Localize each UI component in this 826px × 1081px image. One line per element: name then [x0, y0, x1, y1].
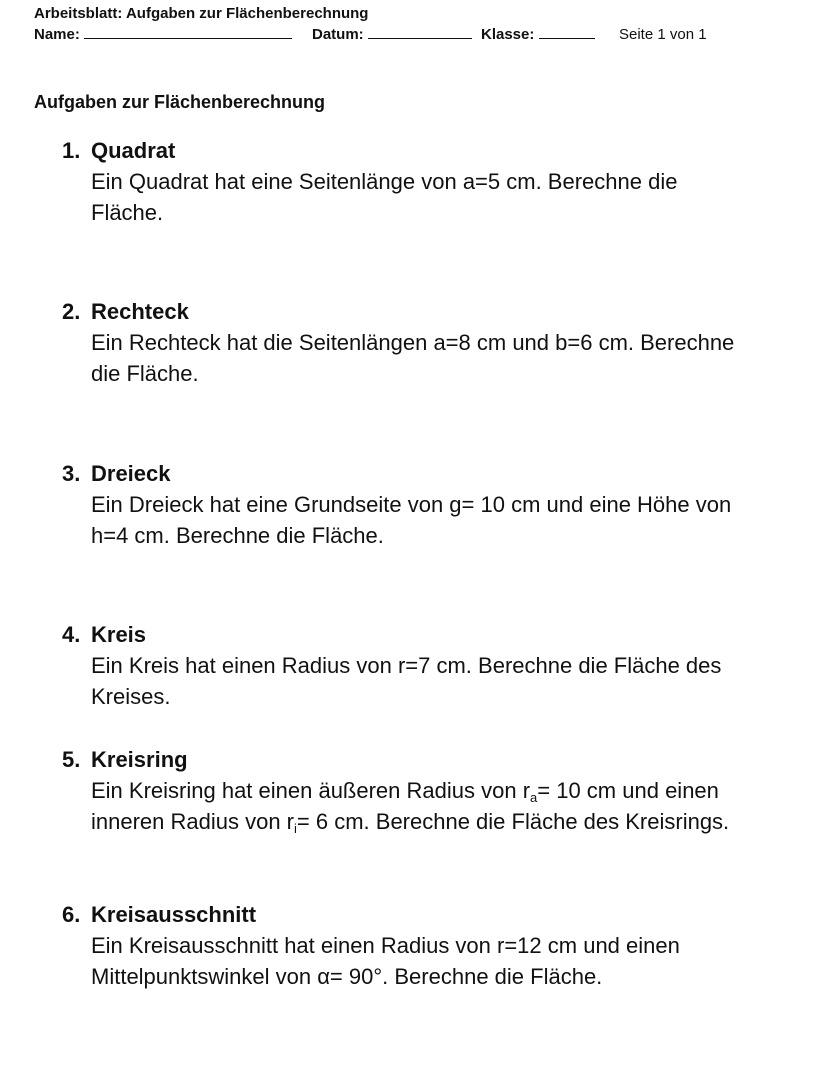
date-label: Datum: [312, 26, 364, 43]
name-blank-line [84, 24, 292, 39]
task-heading [62, 900, 762, 930]
task-heading [62, 745, 762, 775]
task-number: 1. [62, 138, 81, 163]
task-item-quadrat [62, 136, 762, 228]
task-title: Dreieck [91, 461, 171, 486]
task-item-kreisring [62, 745, 762, 837]
task-number: 4. [62, 622, 81, 647]
task-item-kreisausschnitt [62, 900, 762, 992]
task-title: Kreisausschnitt [91, 902, 257, 927]
task-description: Ein Dreieck hat eine Grundseite von g= 10 cm und eine Höhe von h=4 cm. Berechne die Fläche. [91, 492, 732, 548]
task-number: 5. [62, 747, 81, 772]
class-field [481, 24, 595, 46]
task-heading [62, 459, 762, 489]
task-text-part: = 10 cm und einen inneren Radius von r [91, 778, 719, 834]
task-text-part: Ein Kreisring hat einen äußeren Radius von r [91, 778, 531, 803]
task-description: Ein Quadrat hat eine Seitenlänge von a=5 cm. Berechne die Fläche. [91, 169, 678, 225]
task-description [91, 775, 751, 837]
task-heading [62, 620, 762, 650]
task-heading [62, 297, 762, 327]
class-blank-line [539, 24, 595, 39]
task-description: Ein Rechteck hat die Seitenlängen a=8 cm und b=6 cm. Berechne die Fläche. [91, 330, 735, 386]
section-title: Aufgaben zur Flächenberechnung [34, 92, 326, 112]
date-blank-line [368, 24, 472, 39]
task-number: 2. [62, 299, 81, 324]
class-label: Klasse: [481, 26, 535, 43]
subscript-outer: a [530, 790, 538, 805]
task-heading [62, 136, 762, 166]
header-fields-row [34, 24, 794, 46]
task-number: 6. [62, 902, 81, 927]
task-text-part: = 6 cm. Berechne die Fläche des Kreisrings. [296, 809, 730, 834]
task-title: Rechteck [91, 299, 189, 324]
worksheet-header [34, 4, 794, 46]
date-field [312, 24, 472, 46]
task-item-rechteck [62, 297, 762, 389]
task-description: Ein Kreis hat einen Radius von r=7 cm. Berechne die Fläche des Kreises. [91, 653, 722, 709]
task-item-kreis [62, 620, 762, 712]
task-description: Ein Kreisausschnitt hat einen Radius von r=12 cm und einen Mittelpunktswinkel von α= 90°. Berechne die Fläche. [91, 933, 680, 989]
task-title: Kreisring [91, 747, 188, 772]
task-item-dreieck [62, 459, 762, 551]
task-title: Quadrat [91, 138, 176, 163]
name-label: Name: [34, 26, 80, 43]
task-title: Kreis [91, 622, 147, 647]
page-info: Seite 1 von 1 [619, 26, 707, 43]
worksheet-title: Arbeitsblatt: Aufgaben zur Flächenberechnung [34, 5, 369, 22]
task-number: 3. [62, 461, 81, 486]
subscript-inner: i [294, 821, 297, 836]
name-field [34, 24, 292, 46]
